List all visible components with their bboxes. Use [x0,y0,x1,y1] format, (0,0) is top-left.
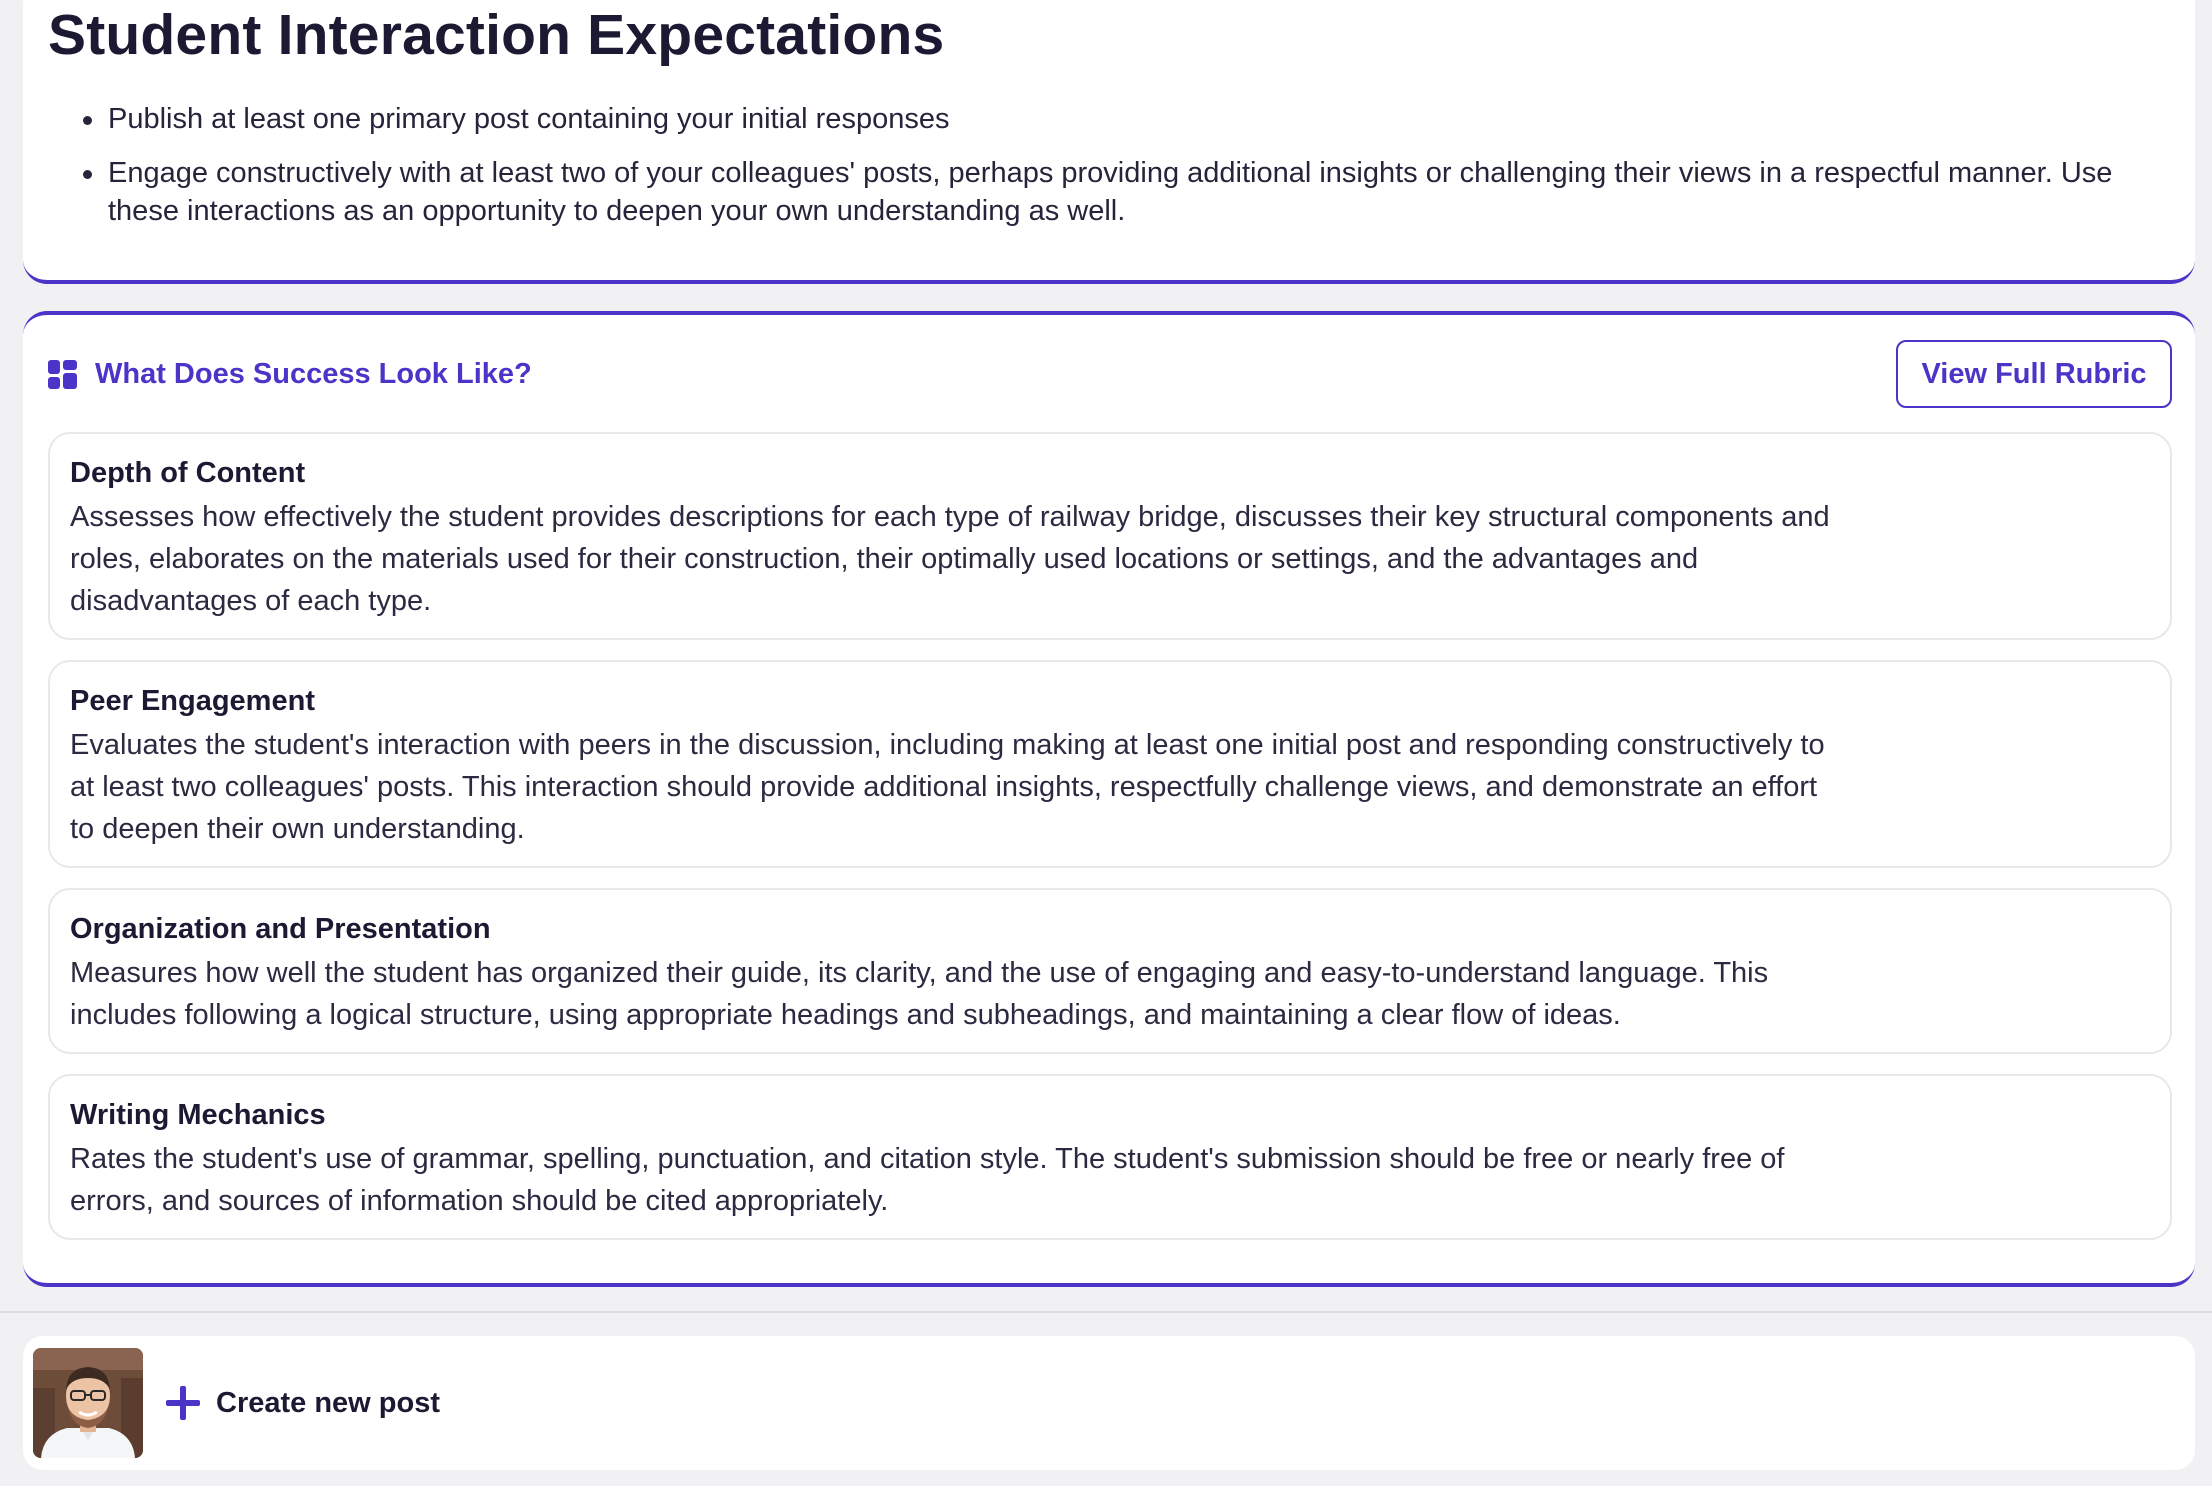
expectations-list [48,100,2148,246]
bullet-icon [83,170,92,179]
criterion-title: Peer Engagement [70,685,315,717]
create-new-post-label: Create new post [216,1386,440,1419]
bullet-text: Publish at least one primary post containing your initial responses [108,103,950,135]
rubric-header [48,340,532,408]
criterion-organization-and-presentation [48,888,2172,1054]
list-item [48,154,2148,230]
bullet-icon [83,116,92,125]
criterion-peer-engagement [48,660,2172,868]
page-title: Student Interaction Expectations [48,3,945,67]
grid-icon [48,360,77,389]
criterion-title: Writing Mechanics [70,1099,326,1131]
criterion-writing-mechanics [48,1074,2172,1240]
view-full-rubric-button[interactable]: View Full Rubric [1896,340,2172,408]
plus-icon [166,1386,200,1420]
criterion-description: Assesses how effectively the student provides descriptions for each type of railway bridge, discusses their key structural components and roles, elaborates on the materials used for their construction, their optimally used locations or settings, and the advantages and disadvantages of each type. [70,501,1830,617]
criterion-title: Depth of Content [70,457,306,489]
divider [0,1311,2212,1313]
criterion-description: Evaluates the student's interaction with peers in the discussion, including making at least one initial post and responding constructively to at least two colleagues' posts. This interaction should provide additional insights, respectfully challenge views, and demonstrate an effort to deepen their own understanding. [70,729,1825,845]
criterion-description: Measures how well the student has organized their guide, its clarity, and the use of engaging and easy-to-understand language. This includes following a logical structure, using appropriate headings and subheadings, and maintaining a clear flow of ideas. [70,957,1769,1031]
avatar [33,1348,143,1458]
criterion-title: Organization and Presentation [70,913,491,945]
create-new-post-button[interactable] [166,1370,440,1436]
rubric-title: What Does Success Look Like? [95,357,532,390]
criterion-description: Rates the student's use of grammar, spelling, punctuation, and citation style. The student's submission should be free or nearly free of errors, and sources of information should be cited appropriately. [70,1143,1785,1217]
bullet-text: Engage constructively with at least two of your colleagues' posts, perhaps providing additional insights or challenging their views in a respectful manner. Use these interactions as an opportunity to deepen your own understanding as well. [108,157,2113,227]
list-item [48,100,2148,138]
avatar-image [33,1348,143,1458]
criterion-depth-of-content [48,432,2172,640]
